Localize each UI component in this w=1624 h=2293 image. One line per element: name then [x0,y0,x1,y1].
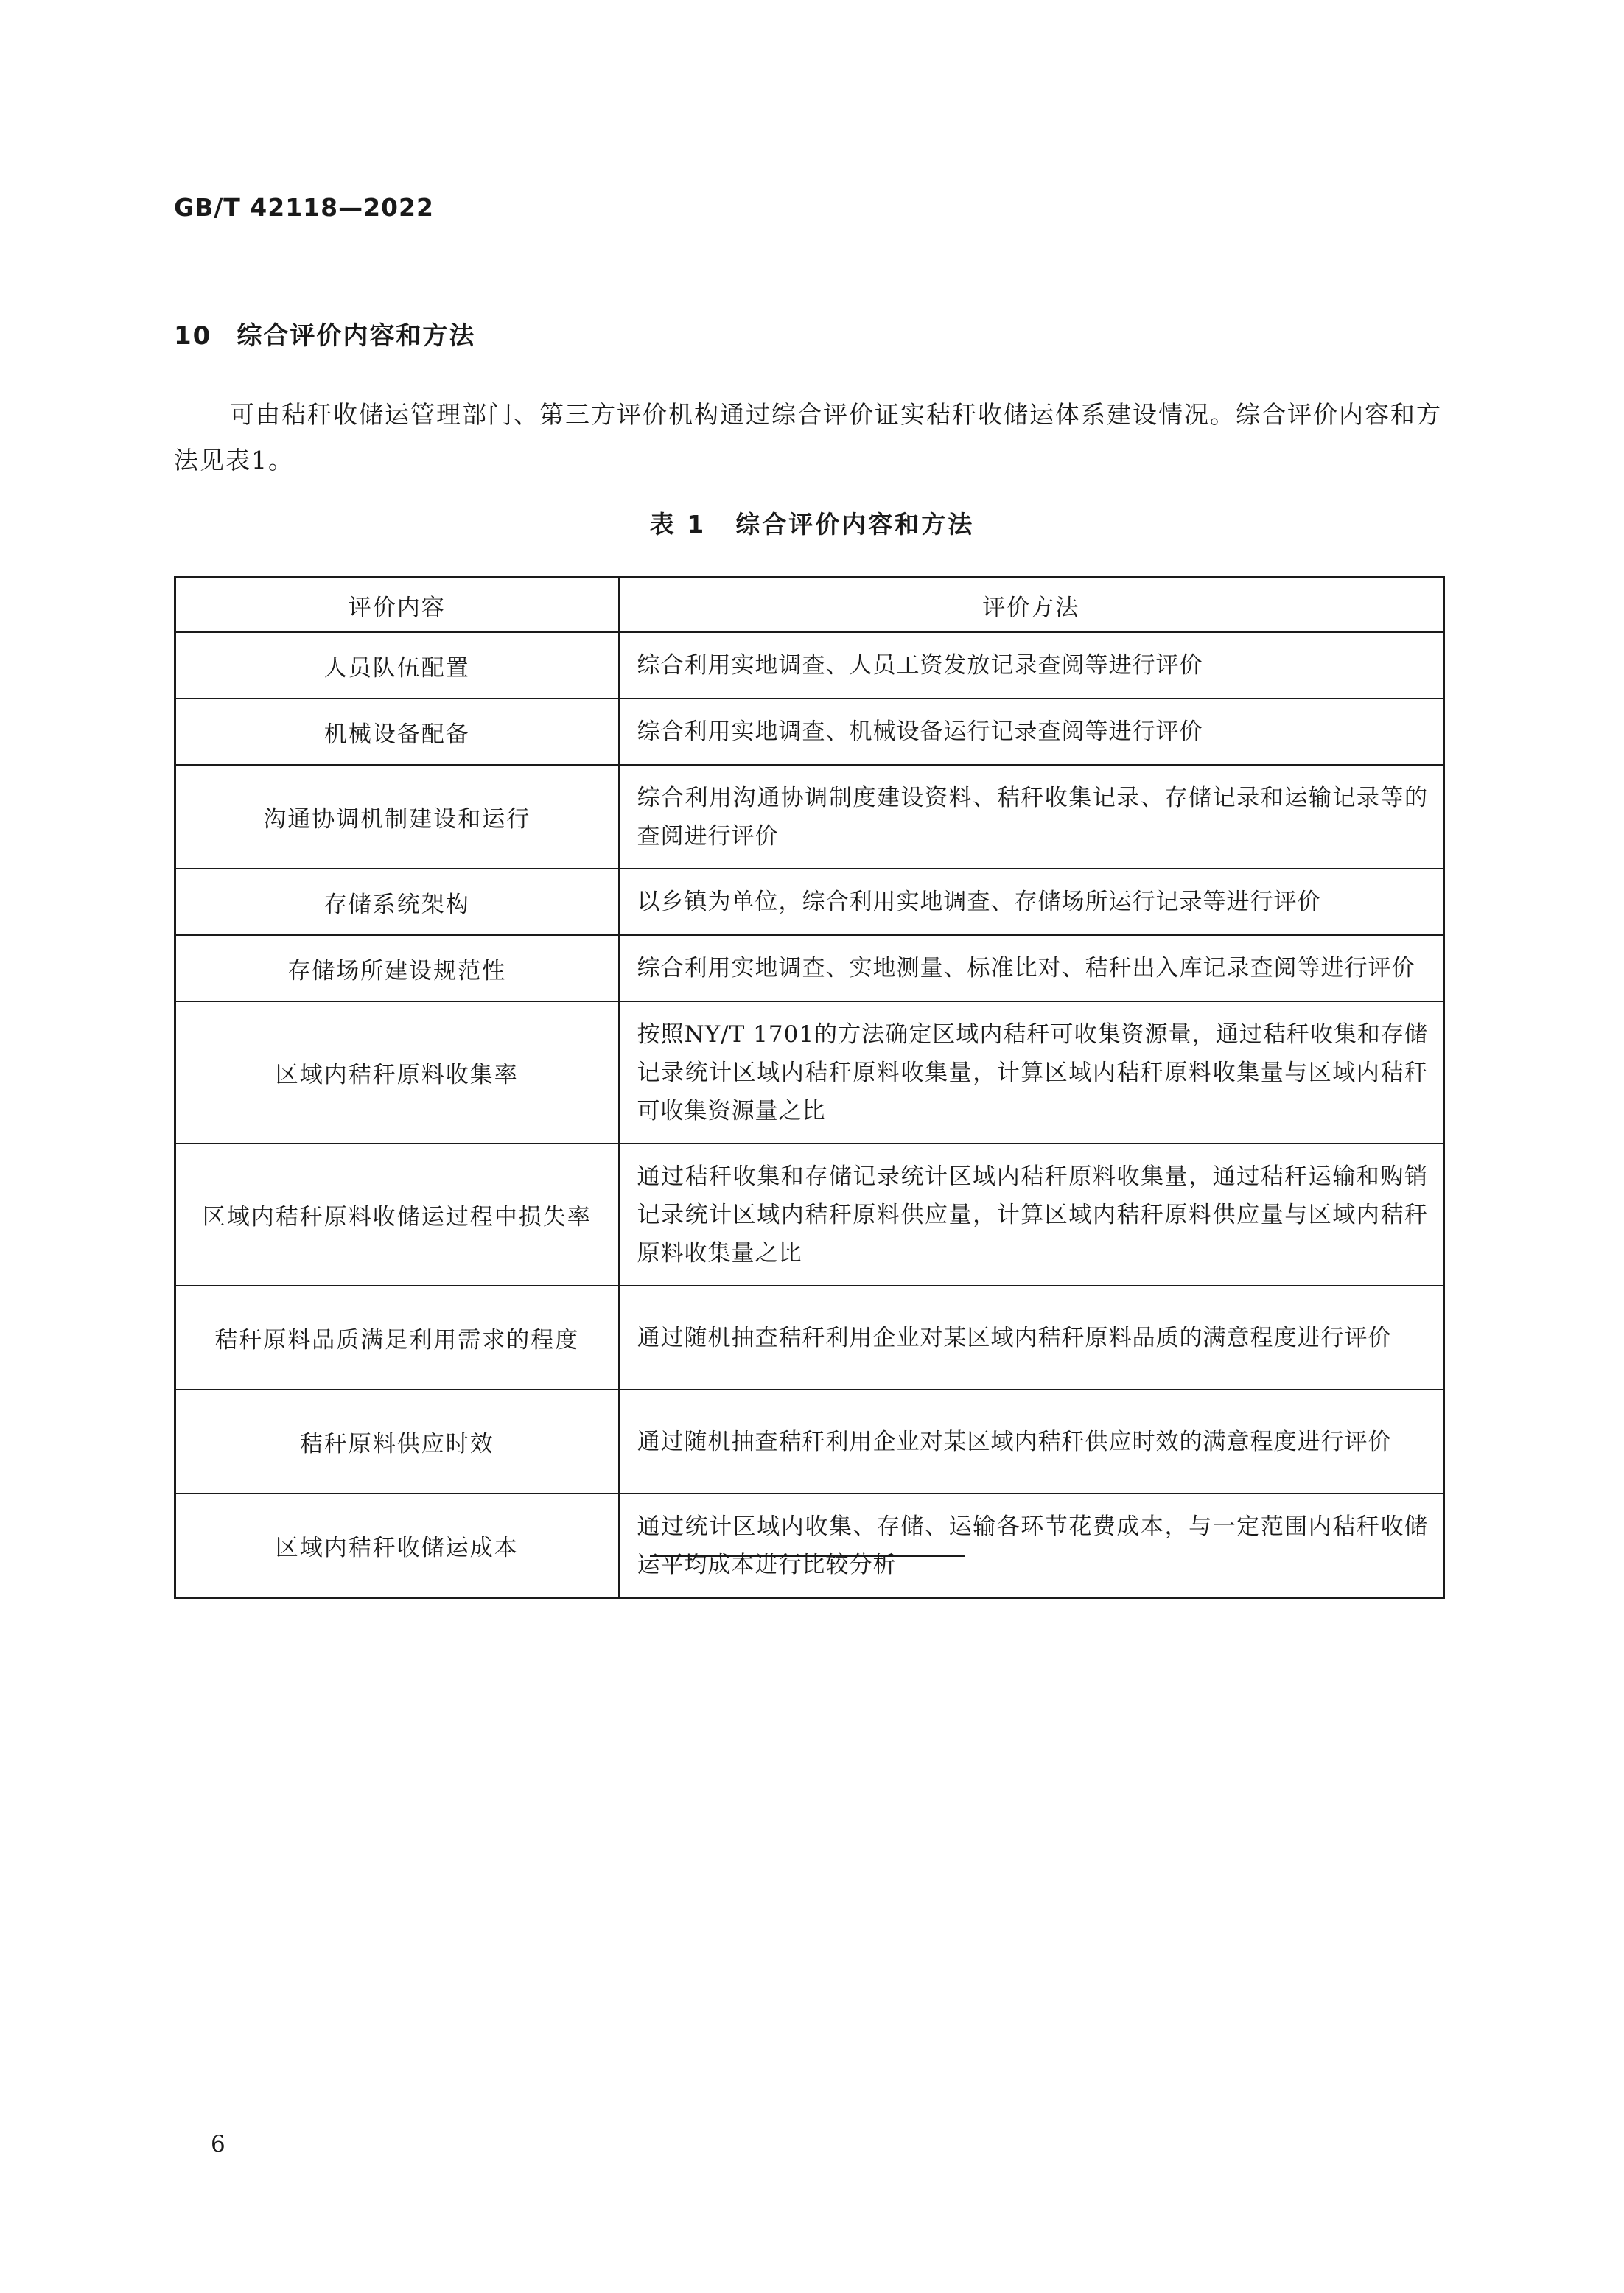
row-content: 人员队伍配置 [175,632,619,699]
row-content: 区域内秸秆原料收集率 [175,1001,619,1144]
table-row [175,1144,1444,1286]
table-row [175,869,1444,935]
intro-paragraph: 可由秸秆收储运管理部门、第三方评价机构通过综合评价证实秸秆收储运体系建设情况。综合评价内容和方法见表1。 [174,400,1442,475]
end-of-text-rule [650,1555,965,1557]
table-row [175,1494,1444,1598]
section-heading [174,315,475,351]
row-content: 沟通协调机制建设和运行 [175,765,619,869]
row-content: 区域内秸秆收储运成本 [175,1494,619,1598]
table-row [175,1286,1444,1390]
header-method: 评价方法 [619,578,1444,633]
row-method: 通过随机抽查秸秆利用企业对某区域内秸秆原料品质的满意程度进行评价 [619,1286,1444,1390]
row-content: 区域内秸秆原料收储运过程中损失率 [175,1144,619,1286]
standard-code: GB/T 42118—2022 [174,193,434,222]
row-content: 存储系统架构 [175,869,619,935]
table-row [175,935,1444,1001]
table-row [175,632,1444,699]
row-content: 秸秆原料供应时效 [175,1390,619,1494]
table-caption-number: 表 1 [649,510,707,539]
header-content: 评价内容 [175,578,619,633]
table-row [175,1390,1444,1494]
row-method: 综合利用实地调查、机械设备运行记录查阅等进行评价 [619,699,1444,765]
row-content: 秸秆原料品质满足利用需求的程度 [175,1286,619,1390]
evaluation-table [174,576,1445,1599]
table-caption-title: 综合评价内容和方法 [735,510,975,539]
row-method: 以乡镇为单位，综合利用实地调查、存储场所运行记录等进行评价 [619,869,1444,935]
page-number: 6 [211,2131,225,2157]
table-header-row [175,578,1444,633]
row-method: 通过秸秆收集和存储记录统计区域内秸秆原料收集量，通过秸秆运输和购销记录统计区域内秸秆原料供应量，计算区域内秸秆原料供应量与区域内秸秆原料收集量之比 [619,1144,1444,1286]
section-title: 综合评价内容和方法 [237,321,476,351]
table-row [175,699,1444,765]
section-number: 10 [174,321,212,351]
row-method: 综合利用实地调查、人员工资发放记录查阅等进行评价 [619,632,1444,699]
row-method: 通过统计区域内收集、存储、运输各环节花费成本，与一定范围内秸秆收储运平均成本进行比较分析 [619,1494,1444,1598]
table-caption [0,505,1624,540]
row-method: 综合利用实地调查、实地测量、标准比对、秸秆出入库记录查阅等进行评价 [619,935,1444,1001]
table-row [175,1001,1444,1144]
row-method: 通过随机抽查秸秆利用企业对某区域内秸秆供应时效的满意程度进行评价 [619,1390,1444,1494]
row-method: 按照NY/T 1701的方法确定区域内秸秆可收集资源量，通过秸秆收集和存储记录统计区域内秸秆原料收集量，计算区域内秸秆原料收集量与区域内秸秆可收集资源量之比 [619,1001,1444,1144]
row-content: 存储场所建设规范性 [175,935,619,1001]
row-method: 综合利用沟通协调制度建设资料、秸秆收集记录、存储记录和运输记录等的查阅进行评价 [619,765,1444,869]
row-content: 机械设备配备 [175,699,619,765]
table-row [175,765,1444,869]
